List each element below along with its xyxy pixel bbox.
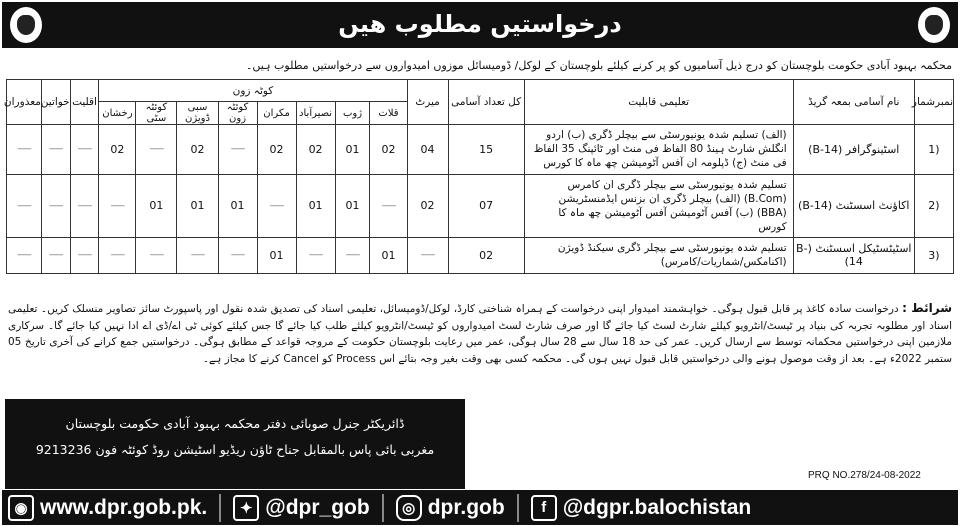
cell-zone: ------ <box>296 238 335 273</box>
instagram-icon: ◎ <box>396 495 422 521</box>
cell-zone: 01 <box>335 125 370 175</box>
cell-zone: 01 <box>136 174 177 238</box>
cell-zone: ------ <box>335 238 370 273</box>
website-text: www.dpr.gob.pk. <box>40 495 208 519</box>
cell-qualification: تسلیم شدہ یونیورسٹی سے بیچلر ڈگری سیکنڈ ڈویژن (اکنامکس/شماریات/کامرس) <box>524 238 793 273</box>
cell-zone: ------ <box>99 174 136 238</box>
balochistan-govt-logo <box>918 7 950 43</box>
cell-minority: ------ <box>70 238 99 273</box>
cell-total: 02 <box>448 238 524 273</box>
table-row <box>7 125 954 175</box>
cell-total: 15 <box>448 125 524 175</box>
cell-minority: ------ <box>70 174 99 238</box>
cell-disabled: ------ <box>7 238 42 273</box>
instagram-link[interactable] <box>390 495 511 521</box>
header-bar <box>2 2 958 48</box>
zone-header: کوئٹہ سٹی <box>136 102 177 125</box>
cell-merit: 04 <box>407 125 448 175</box>
facebook-handle: @dgpr.balochistan <box>562 495 752 519</box>
divider <box>219 494 221 522</box>
cell-women: ------ <box>41 174 70 238</box>
table-row <box>7 238 954 273</box>
cell-zone: 01 <box>335 174 370 238</box>
cell-serial: 3) <box>914 238 953 273</box>
zone-header: رخشان <box>99 102 136 125</box>
col-merit: میرٹ <box>407 80 448 125</box>
col-minority: اقلیت <box>70 80 99 125</box>
cell-qualification: تسلیم شدہ یونیورسٹی سے بیچلر ڈگری ان کامرس (B.Com) (الف) بیچلر ڈگری ان بزنس ایڈمنسٹریشن (BBA) (ب) آفس آٹومیشن آفس آٹومیشن چھ ماہ کا کورس <box>524 174 793 238</box>
cell-zone: 02 <box>177 125 218 175</box>
cell-zone: 02 <box>370 125 407 175</box>
cell-women: ------ <box>41 125 70 175</box>
cell-zone: ------ <box>136 125 177 175</box>
zone-header: کوئٹہ زون <box>218 102 257 125</box>
cell-zone: ------ <box>257 174 296 238</box>
cell-zone: ------ <box>218 238 257 273</box>
cell-zone: 02 <box>99 125 136 175</box>
cell-serial: 2) <box>914 174 953 238</box>
website-link[interactable] <box>2 495 213 521</box>
col-qualification: تعلیمی قابلیت <box>524 80 793 125</box>
cell-zone: ------ <box>218 125 257 175</box>
twitter-link[interactable] <box>227 495 375 521</box>
cell-merit: 02 <box>407 174 448 238</box>
table-row <box>7 174 954 238</box>
facebook-link[interactable] <box>525 495 758 521</box>
cell-post: اسٹینوگرافر (B-14) <box>793 125 914 175</box>
address-line-1: ڈائریکٹر جنرل صوبائی دفتر محکمہ بہبود آبادی حکومت بلوچستان <box>65 416 405 431</box>
cell-zone: ------ <box>370 174 407 238</box>
col-serial: نمبرشمار <box>914 80 953 125</box>
cell-zone: ------ <box>177 238 218 273</box>
zone-header: قلات <box>370 102 407 125</box>
globe-icon: ◉ <box>8 495 34 521</box>
cell-qualification: (الف) تسلیم شدہ یونیورسٹی سے بیچلر ڈگری (ب) اردو انگلش شارٹ ہینڈ 80 الفاظ فی منٹ اور ٹائپنگ 35 الفاظ فی منٹ (ج) ڈپلومہ ان آفس آٹومیشن چھ ماہ کا کورس <box>524 125 793 175</box>
address-line-2: مغربی بائی پاس بالمقابل جناح ٹاؤن ریڈیو اسٹیشن روڈ کوئٹہ فون 9213236 <box>35 442 435 457</box>
cell-serial: 1) <box>914 125 953 175</box>
divider <box>517 494 519 522</box>
cell-post: اکاؤنٹ اسسٹنٹ (B-14) <box>793 174 914 238</box>
prq-number: PRQ NO.278/24-08-2022 <box>808 470 921 481</box>
cell-zone: 01 <box>218 174 257 238</box>
page-title: درخواستیں مطلوب ھیں <box>338 10 622 38</box>
conditions-section <box>8 300 952 367</box>
cell-post: اسٹیٹسٹیکل اسسٹنٹ (B-14) <box>793 238 914 273</box>
cell-minority: ------ <box>70 125 99 175</box>
cell-total: 07 <box>448 174 524 238</box>
cell-merit: ------ <box>407 238 448 273</box>
cell-zone: ------ <box>136 238 177 273</box>
zone-header: سبی ڈویژن <box>177 102 218 125</box>
conditions-text: درخواست سادہ کاغذ پر قابل قبول ہوگی۔ خواہشمند امیدوار اپنی درخواست کے ہمراہ شناختی کارڈ، لوکل/ڈومیسائل، تعلیمی اسناد کی تصدیق شدہ نقول اور پاسپورٹ سائز تصاویر منسلک کریں۔ تعلیمی اسناد اور مطلوبہ تجربہ کی بنیاد پر ٹیسٹ/انٹرویو کیلئے شارٹ لسٹ کیا جائے گا اور صرف شارٹ لسٹ امیدواروں کو ٹیسٹ/انٹرویو کیلئے طلب کیا جائے گا جس کیلئے کوئی ٹی اے/ڈی اے ادا نہیں کیا جائے گا۔ سرکاری ملازمین اپنی درخواستیں محکمانہ توسط سے ارسال کریں۔ عمر کی حد 18 سال سے 28 سال ہوگی، عمر میں رعایت بلوچستان حکومت کے مروجہ قواعد کے مطابق ہوگی۔ درخواستیں جمع کرانے کی آخری تاریخ 05 ستمبر 2022ء ہے۔ بعد از وقت موصول ہونے والی درخواستیں قابل قبول نہیں ہوں گی۔ محکمہ کسی بھی وقت بغیر وجہ بتائے اس Process کو Cancel کرنے کا مجاز ہے۔ <box>8 303 952 365</box>
cell-women: ------ <box>41 238 70 273</box>
cell-zone: 01 <box>257 238 296 273</box>
facebook-icon: f <box>531 495 557 521</box>
col-disabled: معذوران <box>7 80 42 125</box>
col-post: نام آسامی بمعہ گریڈ <box>793 80 914 125</box>
instagram-handle: dpr.gob <box>427 495 505 519</box>
posts-table <box>3 79 954 274</box>
col-zone-quota: کوٹہ زون <box>99 80 407 102</box>
twitter-icon: ✦ <box>233 495 259 521</box>
cell-zone: 01 <box>296 174 335 238</box>
zone-header: نصیرآباد <box>296 102 335 125</box>
zone-header: مکران <box>257 102 296 125</box>
dgpr-logo-left <box>10 7 42 43</box>
cell-zone: 01 <box>370 238 407 273</box>
conditions-label: شرائط : <box>902 301 952 315</box>
cell-disabled: ------ <box>7 125 42 175</box>
address-box <box>5 399 465 489</box>
cell-zone: ------ <box>99 238 136 273</box>
col-women: خواتین <box>41 80 70 125</box>
intro-text: محکمہ بہبود آبادی حکومت بلوچستان کو درج ذیل آسامیوں کو پر کرنے کیلئے بلوچستان کے لوکل/ ڈومیسائل موزوں امیدواروں سے درخواستیں مطلوب ہیں۔ <box>245 59 952 72</box>
col-total: کل تعداد آسامی <box>448 80 524 125</box>
zone-header: ژوب <box>335 102 370 125</box>
cell-zone: 02 <box>296 125 335 175</box>
cell-zone: 02 <box>257 125 296 175</box>
divider <box>382 494 384 522</box>
footer-social-bar <box>2 490 958 525</box>
cell-zone: 01 <box>177 174 218 238</box>
twitter-handle: @dpr_gob <box>265 495 370 519</box>
cell-disabled: ------ <box>7 174 42 238</box>
